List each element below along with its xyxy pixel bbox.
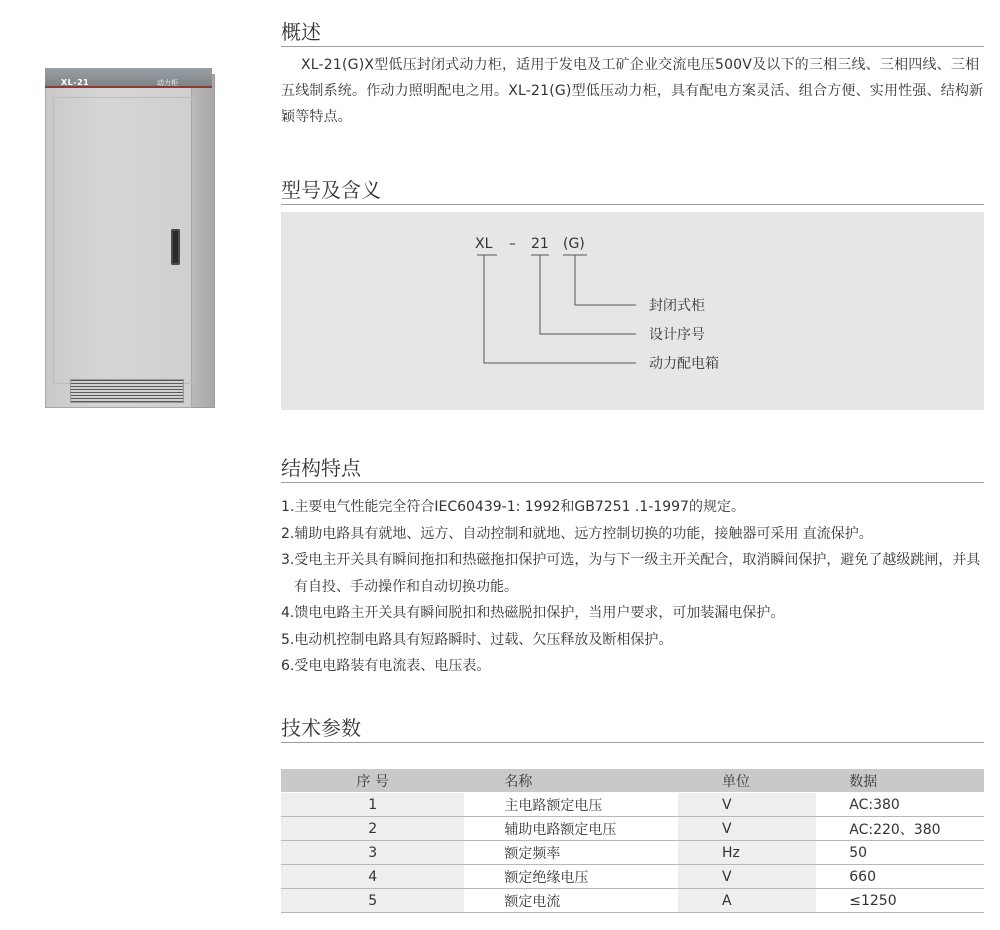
cabinet-top-header <box>45 68 212 88</box>
leader-series <box>484 255 636 363</box>
table-row <box>281 793 984 817</box>
cell-unit: A <box>678 889 816 913</box>
table-row <box>281 865 984 889</box>
cabinet-name-tag: 动力柜 <box>157 79 178 87</box>
model-part-series: XL <box>475 236 493 252</box>
table-row <box>281 817 984 841</box>
cell-name: 额定频率 <box>464 841 678 865</box>
cell-data: AC:220、380 <box>816 817 984 841</box>
header-data: 数据 <box>816 769 984 793</box>
leader-variant <box>575 255 636 305</box>
cell-data: 660 <box>816 865 984 889</box>
header-unit: 单位 <box>678 769 816 793</box>
cell-no: 3 <box>281 841 464 865</box>
cell-name: 辅助电路额定电压 <box>464 817 678 841</box>
cell-data: ≤1250 <box>816 889 984 913</box>
cell-unit: V <box>678 865 816 889</box>
cell-no: 5 <box>281 889 464 913</box>
cell-no: 4 <box>281 865 464 889</box>
structure-item: 6.受电电路装有电流表、电压表。 <box>281 658 491 674</box>
cabinet-image <box>40 62 215 412</box>
meaning-variant: 封闭式柜 <box>649 298 705 314</box>
structure-item: 2.辅助电路具有就地、远方、自动控制和就地、远方控制切换的功能，接触器可采用 直流保护。 <box>281 525 873 542</box>
cell-name: 额定绝缘电压 <box>464 865 678 889</box>
model-part-variant: (G) <box>563 236 585 252</box>
cabinet-door-handle <box>171 229 180 265</box>
header-name: 名称 <box>464 769 678 793</box>
spec-header-row <box>281 769 984 793</box>
structure-item: 3.受电主开关具有瞬间拖扣和热磁拖扣保护可选，为与下一级主开关配合，取消瞬间保护，避免了越级跳闸，并具有自投、手动操作和自动切换功能。 <box>281 552 981 595</box>
leader-number <box>540 255 636 334</box>
meaning-number: 设计序号 <box>649 327 705 343</box>
structure-item: 1.主要电气性能完全符合IEC60439-1: 1992和GB7251 .1-1997的规定。 <box>281 499 745 515</box>
model-part-dash: – <box>509 236 516 252</box>
model-title: 型号及含义 <box>281 174 984 205</box>
cell-unit: V <box>678 817 816 841</box>
model-diagram <box>281 212 984 410</box>
cell-data: 50 <box>816 841 984 865</box>
model-part-number: 21 <box>531 236 549 252</box>
overview-title: 概述 <box>281 16 984 47</box>
cabinet-front-door <box>45 70 192 408</box>
structure-item: 5.电动机控制电路具有短路瞬时、过载、欠压释放及断相保护。 <box>281 631 673 648</box>
table-row <box>281 889 984 913</box>
table-row <box>281 841 984 865</box>
cell-data: AC:380 <box>816 793 984 817</box>
header-no: 序 号 <box>281 769 464 793</box>
spec-table <box>281 769 984 913</box>
structure-list <box>281 494 984 680</box>
cell-no: 2 <box>281 817 464 841</box>
cell-unit: Hz <box>678 841 816 865</box>
tech-title: 技术参数 <box>281 712 984 743</box>
overview-text: XL-21(G)X型低压封闭式动力柜，适用于发电及工矿企业交流电压500V及以下的三相三线、三相四线、三相五线制系统。作动力照明配电之用。XL-21(G)型低压动力柜，具有配电方案灵活、组合方便、实用性强、结构新颖等特点。 <box>281 57 984 125</box>
cell-name: 主电路额定电压 <box>464 793 678 817</box>
meaning-series: 动力配电箱 <box>649 356 719 372</box>
cell-unit: V <box>678 793 816 817</box>
structure-item: 4.馈电电路主开关具有瞬间脱扣和热磁脱扣保护，当用户要求，可加装漏电保护。 <box>281 605 785 621</box>
structure-title: 结构特点 <box>281 452 984 483</box>
cell-no: 1 <box>281 793 464 817</box>
cabinet-model-tag: XL-21 <box>61 78 90 87</box>
cabinet-vent-grille <box>70 379 184 403</box>
cell-name: 额定电流 <box>464 889 678 913</box>
